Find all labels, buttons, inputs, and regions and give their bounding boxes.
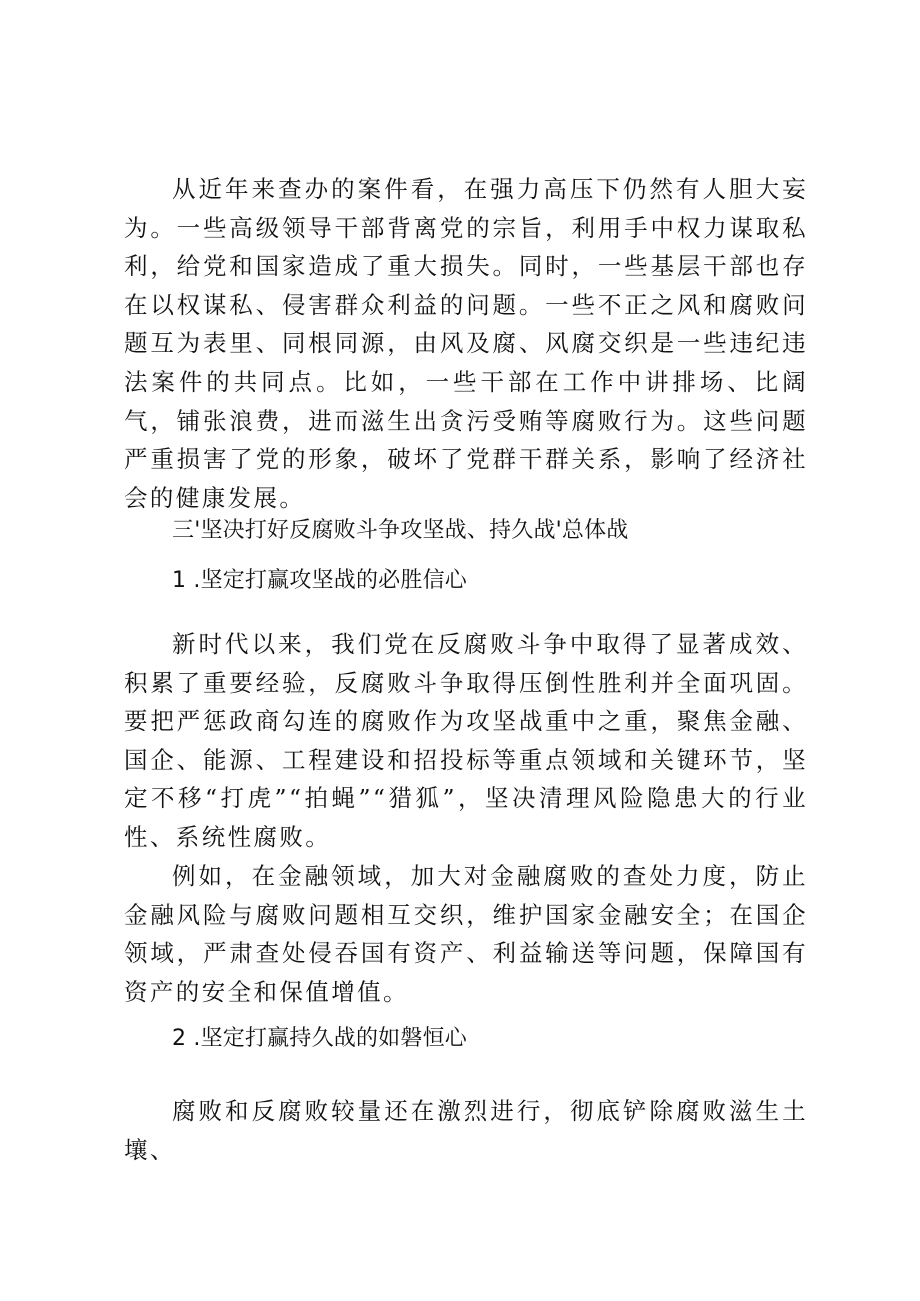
subheading-attack-battle: 1 .坚定打赢攻坚战的必胜信心 <box>172 568 467 593</box>
paragraph-new-era: 新时代以来，我们党在反腐败斗争中取得了显著成效、积累了重要经验，反腐败斗争取得压倒性胜利并全面巩固。要把严惩政商勾连的腐败作为攻坚战重中之重，聚焦金融、国企、能源、工程建设和招投标等重点领域和关键环节，坚定不移“打虎”“拍蝇”“猎狐”，坚决清理风险隐患大的行业性、系统性腐败。 <box>124 630 808 851</box>
subheading-protracted-battle: 2 .坚定打赢持久战的如磐恒心 <box>172 1026 467 1051</box>
paragraph-case-analysis: 从近年来查办的案件看，在强力高压下仍然有人胆大妄为。一些高级领导干部背离党的宗旨，利用手中权力谋取私利，给党和国家造成了重大损失。同时，一些基层干部也存在以权谋私、侵害群众利益的问题。一些不正之风和腐败问题互为表里、同根同源，由风及腐、风腐交织是一些违纪违法案件的共同点。比如，一些干部在工作中讲排场、比阔气，铺张浪费，进而滋生出贪污受贿等腐败行为。这些问题严重损害了党的形象，破坏了党群干群关系，影响了经济社会的健康发展。 <box>124 175 808 512</box>
section-heading: 三'坚决打好反腐败斗争攻坚战、持久战'总体战 <box>172 518 629 543</box>
paragraph-ongoing-contest: 腐败和反腐败较量还在激烈进行，彻底铲除腐败滋生土壤、 <box>124 1097 808 1164</box>
paragraph-examples: 例如，在金融领域，加大对金融腐败的查处力度，防止金融风险与腐败问题相互交织，维护国家金融安全；在国企领域，严肃查处侵吞国有资产、利益输送等问题，保障国有资产的安全和保值增值。 <box>124 862 808 1006</box>
